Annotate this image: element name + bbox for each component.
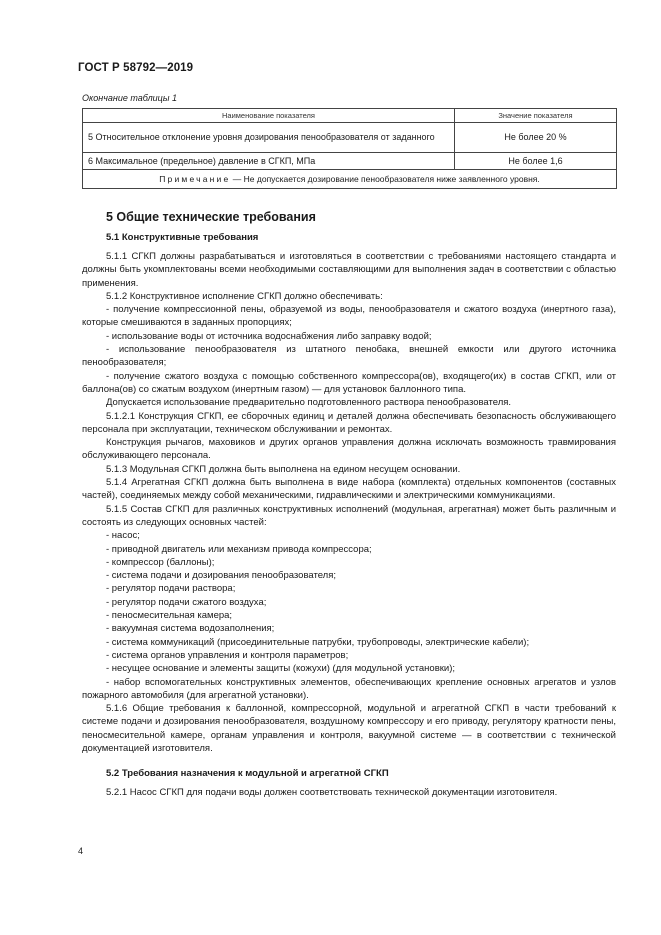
- section-body: [82, 208, 616, 800]
- subsection-title: 5.1 Конструктивные требования: [106, 232, 259, 243]
- table-caption: Окончание таблицы 1: [82, 93, 177, 103]
- row-name: 6 Максимальное (предельное) давление в СГКП, МПа: [83, 153, 455, 170]
- subsection-title: 5.2 Требования назначения к модульной и агрегатной СГКП: [106, 768, 389, 780]
- paragraph: - компрессор (баллоны);: [106, 556, 215, 568]
- paragraph: 5.1.6 Общие требования к баллонной, компрессорной, модульной и агрегатной СГКП в части требований к системе подачи и дозирования пенообразователя, воздушному компрессору и его приводу, регулятору кратности пены, пеносмесительной камере, органам управления и контроля, вакуумной системе — в соответствии с технической документацией изготовителя.: [82, 703, 616, 754]
- paragraph: - пеносмесительная камера;: [106, 610, 233, 622]
- table-header-row: [83, 109, 617, 123]
- paragraph: - использование воды от источника водоснабжения либо заправку водой;: [106, 330, 432, 342]
- section-title: 5 Общие технические требования: [106, 210, 316, 224]
- paragraph: - получение сжатого воздуха с помощью собственного компрессора(ов), входящего(их) в состав СГКП, или от баллона(ов) со сжатым воздухом (инертным газом) — для установок баллонного типа.: [82, 370, 616, 395]
- note-label: Примечание: [159, 173, 231, 184]
- paragraph: - несущее основание и элементы защиты (кожухи) (для модульной установки);: [106, 663, 456, 675]
- row-value: Не более 20 %: [455, 123, 617, 153]
- row-value: Не более 1,6: [455, 153, 617, 170]
- paragraph: 5.2.1 Насос СГКП для подачи воды должен соответствовать технической документации изготовителя.: [106, 787, 558, 799]
- paragraph: 5.1.4 Агрегатная СГКП должна быть выполнена в виде набора (комплекта) отдельных компонентов (составных частей), соединяемых между собой механическими, гидравлическими и электрическими коммуникациями.: [82, 477, 616, 502]
- paragraph: - регулятор подачи раствора;: [106, 583, 236, 595]
- paragraph: 5.1.3 Модульная СГКП должна быть выполнена на едином несущем основании.: [106, 463, 461, 475]
- note-text: — Не допускается дозирование пенообразователя ниже заявленного уровня.: [230, 173, 540, 184]
- paragraph: 5.1.2 Конструктивное исполнение СГКП должно обеспечивать:: [106, 290, 383, 302]
- paragraph: 5.1.2.1 Конструкция СГКП, ее сборочных единиц и деталей должна обеспечивать безопасность обслуживающего персонала при эксплуатации, техническом обслуживании и ремонтах.: [82, 410, 616, 435]
- paragraph: - набор вспомогательных конструктивных элементов, обеспечивающих крепление основных агрегатов и узлов пожарного автомобиля (для агрегатной установки).: [82, 676, 616, 701]
- paragraph: - получение компрессионной пены, образуемой из воды, пенообразователя и сжатого воздуха (инертного газа), которые смешиваются в заданных пропорциях;: [82, 304, 616, 329]
- table-note-row: [83, 170, 617, 189]
- paragraph: - использование пенообразователя из штатного пенобака, внешней емкости или другого источника пенообразователя;: [82, 344, 616, 369]
- paragraph: - вакуумная система водозаполнения;: [106, 623, 275, 635]
- paragraph: - система органов управления и контроля параметров;: [106, 649, 349, 661]
- table-note: [83, 170, 617, 189]
- paragraph: - насос;: [106, 530, 140, 542]
- paragraph: - система коммуникаций (присоединительные патрубки, трубопроводы, электрические кабели);: [106, 636, 530, 648]
- column-header-name: Наименование показателя: [83, 109, 455, 123]
- page-number: 4: [78, 846, 84, 856]
- indicators-table: [82, 108, 617, 189]
- paragraph: Допускается использование предварительно подготовленного раствора пенообразователя.: [106, 397, 512, 409]
- paragraphs: [82, 250, 616, 755]
- row-name: 5 Относительное отклонение уровня дозирования пенообразователя от заданного: [83, 123, 455, 153]
- paragraph: 5.1.5 Состав СГКП для различных конструктивных исполнений (модульная, агрегатная) может быть различным и состоять из следующих основных частей:: [82, 503, 616, 528]
- paragraph: Конструкция рычагов, маховиков и других органов управления должна исключать возможность травмирования обслуживающего персонала.: [82, 437, 616, 462]
- paragraph: 5.1.1 СГКП должны разрабатываться и изготовляться в соответствии с требованиями настоящего стандарта и должны быть укомплектованы всеми необходимыми составляющими для выполнения задач в соответствии с областью применения.: [82, 251, 616, 289]
- table-row: [83, 153, 617, 170]
- paragraph: - приводной двигатель или механизм привода компрессора;: [106, 543, 372, 555]
- document-code: ГОСТ Р 58792—2019: [78, 62, 194, 74]
- column-header-value: Значение показателя: [455, 109, 617, 123]
- table-row: [83, 123, 617, 153]
- paragraphs: [82, 786, 616, 799]
- paragraph: - система подачи и дозирования пенообразователя;: [106, 570, 337, 582]
- paragraph: - регулятор подачи сжатого воздуха;: [106, 596, 267, 608]
